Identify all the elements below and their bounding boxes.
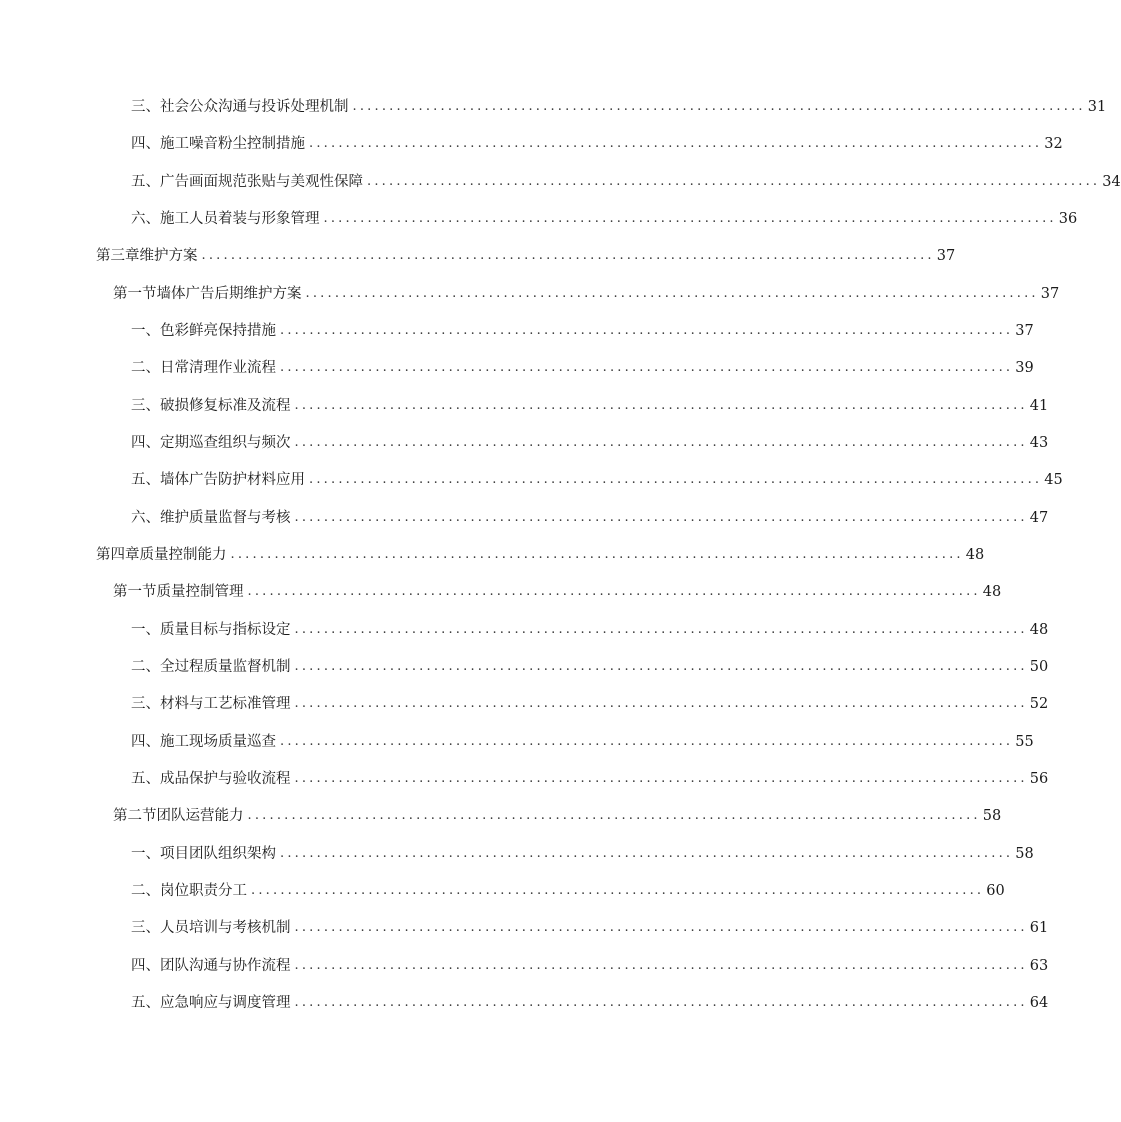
toc-entry-page: 52 — [1029, 696, 1049, 712]
toc-entry-number: 一、 — [131, 622, 160, 638]
toc-dot-leader: .................................................................................................... — [201, 248, 935, 263]
toc-entry-page: 41 — [1029, 398, 1049, 414]
toc-entry — [131, 954, 1049, 978]
toc-entry-number: 一、 — [131, 846, 160, 862]
toc-entry-page: 37 — [1015, 323, 1034, 339]
toc-entry-number: 第四章 — [96, 547, 140, 563]
toc-entry-page: 34 — [1102, 174, 1121, 190]
toc-entry — [131, 356, 1034, 380]
toc-entry-page: 37 — [936, 248, 956, 264]
toc-entry — [131, 991, 1049, 1015]
toc-entry — [131, 730, 1034, 754]
toc-entry-number: 五、 — [131, 771, 160, 787]
toc-entry-number: 三、 — [131, 398, 160, 414]
toc-entry — [131, 618, 1049, 642]
toc-entry-page: 36 — [1058, 211, 1078, 227]
toc-dot-leader: .................................................................................................... — [367, 174, 1101, 189]
toc-entry — [131, 468, 1063, 492]
toc-dot-leader: .................................................................................................... — [294, 659, 1028, 674]
toc-entry-number: 五、 — [131, 174, 160, 190]
toc-entry-page: 50 — [1029, 659, 1049, 675]
toc-entry — [131, 132, 1063, 156]
toc-entry-page: 45 — [1044, 472, 1063, 488]
toc-entry-number: 第二节 — [113, 808, 157, 824]
toc-dot-leader: .................................................................................................... — [294, 995, 1028, 1010]
toc-entry-page: 64 — [1029, 995, 1049, 1011]
toc-entry-page: 48 — [965, 547, 985, 563]
toc-entry-page: 48 — [982, 584, 1002, 600]
toc-section-entry — [113, 282, 1060, 306]
toc-chapter-entry — [96, 244, 956, 268]
toc-entry-number: 四、 — [131, 136, 160, 152]
toc-entry-title: 全过程质量监督机制 — [160, 659, 291, 675]
toc-entry-title: 色彩鲜亮保持措施 — [160, 323, 276, 339]
toc-section-entry — [113, 804, 1002, 828]
toc-entry-number: 五、 — [131, 472, 160, 488]
toc-entry-title: 社会公众沟通与投诉处理机制 — [160, 99, 349, 115]
toc-entry-page: 31 — [1087, 99, 1107, 115]
toc-entry-number: 第三章 — [96, 248, 140, 264]
toc-entry-title: 维护质量监督与考核 — [160, 510, 291, 526]
toc-chapter-entry — [96, 543, 985, 567]
toc-dot-leader: .................................................................................................... — [247, 584, 981, 599]
toc-entry-title: 墙体广告后期维护方案 — [156, 286, 302, 302]
toc-entry-title: 施工人员着装与形象管理 — [160, 211, 320, 227]
toc-entry-title: 质量控制管理 — [156, 584, 244, 600]
toc-entry-number: 第一节 — [113, 584, 157, 600]
toc-entry — [131, 506, 1049, 530]
toc-dot-leader: .................................................................................................... — [280, 323, 1014, 338]
toc-dot-leader: .................................................................................................... — [294, 510, 1028, 525]
toc-entry — [131, 394, 1049, 418]
toc-entry-title: 日常清理作业流程 — [160, 360, 276, 376]
toc-entry-page: 48 — [1029, 622, 1049, 638]
toc-entry-title: 施工现场质量巡查 — [160, 734, 276, 750]
toc-entry-title: 广告画面规范张贴与美观性保障 — [160, 174, 363, 190]
toc-entry-page: 58 — [1015, 846, 1034, 862]
toc-entry-page: 43 — [1029, 435, 1049, 451]
toc-dot-leader: .................................................................................................... — [294, 920, 1028, 935]
toc-dot-leader: .................................................................................................... — [309, 472, 1043, 487]
toc-entry-number: 六、 — [131, 510, 160, 526]
toc-entry-page: 58 — [982, 808, 1002, 824]
toc-entry — [131, 431, 1049, 455]
toc-entry-title: 成品保护与验收流程 — [160, 771, 291, 787]
toc-entry-number: 四、 — [131, 958, 160, 974]
toc-entry-title: 团队沟通与协作流程 — [160, 958, 291, 974]
toc-entry-number: 六、 — [131, 211, 160, 227]
toc-entry-page: 63 — [1029, 958, 1049, 974]
toc-entry-number: 二、 — [131, 883, 160, 899]
toc-entry-number: 二、 — [131, 360, 160, 376]
toc-entry — [131, 916, 1049, 940]
toc-entry-page: 56 — [1029, 771, 1049, 787]
toc-entry-number: 二、 — [131, 659, 160, 675]
toc-entry-number: 四、 — [131, 734, 160, 750]
toc-entry-title: 施工噪音粉尘控制措施 — [160, 136, 305, 152]
toc-entry-page: 37 — [1040, 286, 1060, 302]
toc-section-entry — [113, 580, 1002, 604]
toc-entry-number: 三、 — [131, 99, 160, 115]
toc-entry-page: 39 — [1015, 360, 1034, 376]
toc-entry-title: 墙体广告防护材料应用 — [160, 472, 305, 488]
toc-dot-leader: .................................................................................................... — [280, 846, 1014, 861]
toc-entry-title: 质量目标与指标设定 — [160, 622, 291, 638]
toc-entry-page: 60 — [986, 883, 1005, 899]
toc-entry — [131, 207, 1078, 231]
toc-dot-leader: .................................................................................................... — [294, 398, 1028, 413]
toc-entry-title: 岗位职责分工 — [160, 883, 247, 899]
toc-entry-title: 材料与工艺标准管理 — [160, 696, 291, 712]
toc-dot-leader: .................................................................................................... — [305, 286, 1039, 301]
toc-entry — [131, 319, 1034, 343]
toc-entry — [131, 655, 1049, 679]
toc-entry-page: 47 — [1029, 510, 1049, 526]
toc-dot-leader: .................................................................................................... — [294, 696, 1028, 711]
toc-entry-title: 质量控制能力 — [139, 547, 227, 563]
toc-entry-number: 第一节 — [113, 286, 157, 302]
toc-dot-leader: .................................................................................................... — [323, 211, 1057, 226]
toc-entry — [131, 170, 1121, 194]
toc-entry-page: 32 — [1044, 136, 1063, 152]
toc-entry-title: 定期巡查组织与频次 — [160, 435, 291, 451]
toc-entry — [131, 692, 1049, 716]
toc-entry — [131, 767, 1049, 791]
toc-dot-leader: .................................................................................................... — [294, 771, 1028, 786]
toc-dot-leader: .................................................................................................... — [280, 360, 1014, 375]
toc-entry-title: 破损修复标准及流程 — [160, 398, 291, 414]
toc-entry — [131, 879, 1005, 903]
toc-entry-title: 人员培训与考核机制 — [160, 920, 291, 936]
toc-dot-leader: .................................................................................................... — [251, 883, 985, 898]
toc-dot-leader: .................................................................................................... — [280, 734, 1014, 749]
toc-entry — [131, 95, 1107, 119]
toc-entry-number: 五、 — [131, 995, 160, 1011]
toc-entry-title: 维护方案 — [139, 248, 198, 264]
toc-entry-page: 61 — [1029, 920, 1049, 936]
toc-dot-leader: .................................................................................................... — [247, 808, 981, 823]
toc-entry-number: 三、 — [131, 696, 160, 712]
toc-entry — [131, 842, 1034, 866]
toc-entry-number: 四、 — [131, 435, 160, 451]
toc-dot-leader: .................................................................................................... — [294, 958, 1028, 973]
toc-dot-leader: .................................................................................................... — [294, 622, 1028, 637]
toc-entry-page: 55 — [1015, 734, 1034, 750]
toc-entry-number: 三、 — [131, 920, 160, 936]
toc-dot-leader: .................................................................................................... — [352, 99, 1086, 114]
toc-dot-leader: .................................................................................................... — [294, 435, 1028, 450]
toc-dot-leader: .................................................................................................... — [230, 547, 964, 562]
toc-entry-title: 团队运营能力 — [156, 808, 244, 824]
toc-entry-number: 一、 — [131, 323, 160, 339]
toc-entry-title: 应急响应与调度管理 — [160, 995, 291, 1011]
toc-entry-title: 项目团队组织架构 — [160, 846, 276, 862]
toc-dot-leader: .................................................................................................... — [309, 136, 1043, 151]
